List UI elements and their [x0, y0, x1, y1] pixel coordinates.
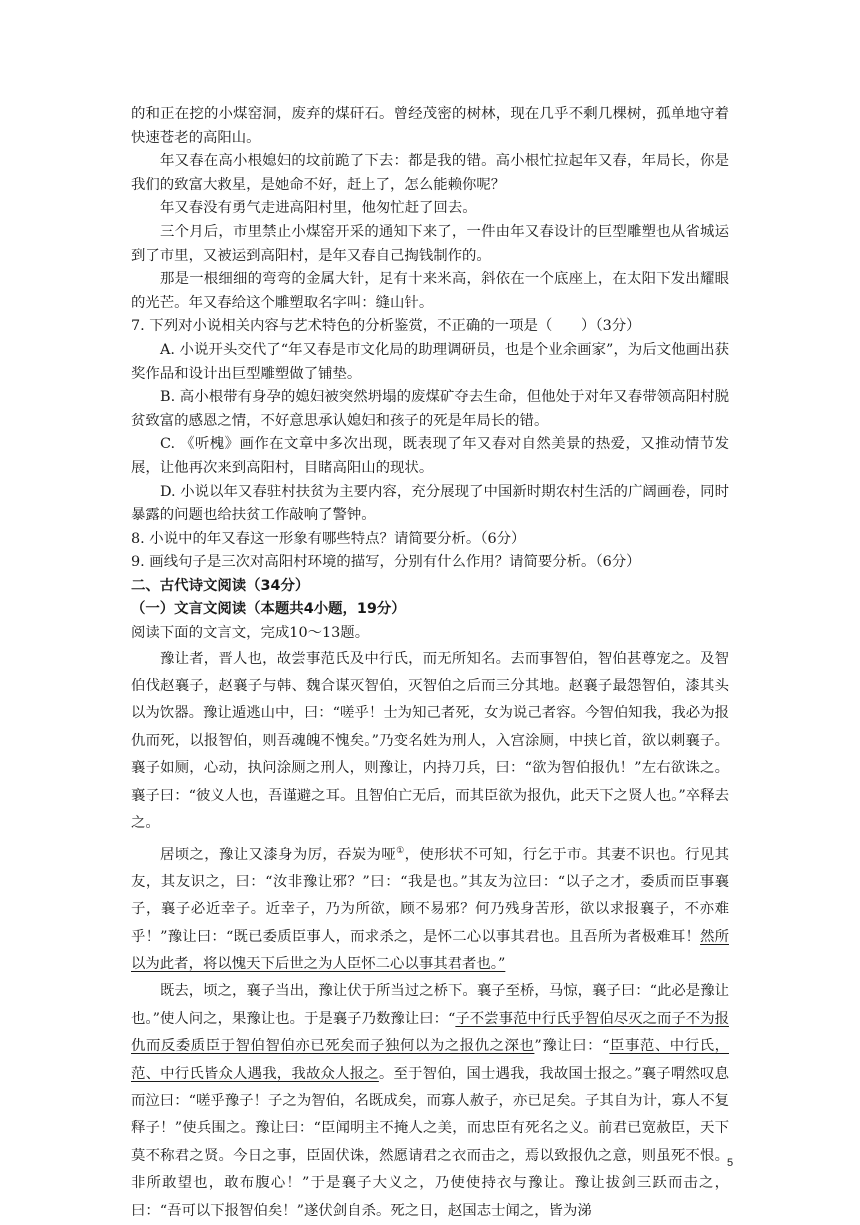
classical-paragraph — [131, 838, 729, 979]
classical-text: 。至于智伯，国士遇我，我故国士报之。”襄子喟然叹息而泣曰：“嗟乎豫子！子之为智伯，名既成矣，而寡人赦子，亦已足矣。子其自为计，寡人不复释子！”使兵围之。豫让曰：“臣闻明主不掩人之美，而忠臣有死名之义。前君已宽赦臣，天下莫不称君之贤。今日之事，臣固伏诛，然愿请君之衣而击之，焉以致报仇之意，则虽死不恨。非所敢望也，敢布腹心！”于是襄子大义之，乃使使持衣与豫让。豫让拔剑三跃而击之，曰：“吾可以下报智伯矣！”遂伏剑自杀。死之日，赵国志士闻之，皆为涕 — [131, 1065, 729, 1219]
classical-text: ”豫让曰：“ — [534, 1038, 610, 1055]
classical-paragraph — [131, 978, 729, 1225]
option-d: D. 小说以年又春驻村扶贫为主要内容，充分展现了中国新时期农村生活的广阔画卷，同时暴露的问题也给扶贫工作敲响了警钟。 — [131, 483, 729, 524]
story-paragraph: 的和正在挖的小煤窑洞，废弃的煤矸石。曾经茂密的树林，现在几乎不剩几棵树，孤单地守着快速苍老的高阳山。 — [131, 106, 729, 146]
option-b: B. 高小根带有身孕的媳妇被突然坍塌的废煤矿夺去生命，但他处于对年又春带领高阳村脱贫致富的感恩之情，不好意思承认媳妇和孩子的死是年局长的错。 — [131, 389, 729, 429]
question-8: 8. 小说中的年又春这一形象有哪些特点？请简要分析。（6分） — [131, 530, 526, 547]
underlined-sentence: 然所以为此者，将以愧天下后世之为人臣怀二心以事其君者也。” — [131, 928, 729, 972]
underlined-sentence: 臣事范、中行氏，范、中行氏皆众人遇我，我故众人报之 — [131, 1038, 729, 1082]
page-content — [131, 103, 729, 1225]
classical-text: 居顷之，豫让又漆身为厉，吞炭为哑 — [160, 846, 397, 863]
story-paragraph: 年又春在高小根媳妇的坟前跪了下去：都是我的错。高小根忙拉起年又春，年局长，你是我们的致富大救星，是她命不好，赶上了，怎么能赖你呢？ — [131, 153, 729, 193]
underlined-sentence: 子不尝事范中行氏乎智伯尽灭之而子不为报仇而反委质臣于智伯智伯亦已死矣而子独何以为之报仇之深也 — [131, 1010, 729, 1055]
question-7: 7. 下列对小说相关内容与艺术特色的分析鉴赏，不正确的一项是（ ）（3分） — [131, 318, 641, 335]
question-9: 9. 画线句子是三次对高阳村环境的描写，分别有什么作用？请简要分析。（6分） — [131, 554, 641, 571]
option-c: C. 《听槐》画作在文章中多次出现，既表现了年又春对自然美景的热爱，又推动情节发展，让他再次来到高阳村，目睹高阳山的现状。 — [131, 436, 729, 476]
subsection-heading: （一）文言文阅读（本题共4小题，19分） — [131, 601, 406, 618]
classical-text: ，使形状不可知，行乞于市。其妻不识也。行见其友，其友识之，曰：“汝非豫让邪？”曰：“我是也。”其友为泣曰：“以子之才，委质而臣事襄子，襄子必近幸子。近幸子，乃为所欲，顾不易邪？何乃残身苦形，欲以求报襄子，不亦难乎！”豫让曰：“既已委质臣事人，而求杀之，是怀二心以事其君也。且吾所为者极难耳！ — [131, 846, 729, 945]
section-heading: 二、古代诗文阅读（34分） — [131, 577, 310, 594]
classical-paragraph: 豫让者，晋人也，故尝事范氏及中行氏，而无所知名。去而事智伯，智伯甚尊宠之。及智伯伐赵襄子，赵襄子与韩、魏合谋灭智伯，灭智伯之后而三分其地。赵襄子最怨智伯，漆其头以为饮器。豫让遁逃山中，曰：“嗟乎！士为知己者死，女为说己者容。今智伯知我，我必为报仇而死，以报智伯，则吾魂魄不愧矣。”乃变名姓为刑人，入宫涂厕，中挟匕首，欲以刺襄子。襄子如厕，心动，执问涂厕之刑人，则豫让，内持刀兵，曰：“欲为智伯报仇！”左右欲诛之。襄子曰：“彼义人也，吾谨避之耳。且智伯亡无后，而其臣欲为报仇，此天下之贤人也。”卒释去之。 — [131, 650, 729, 832]
instructions: 阅读下面的文言文，完成10～13题。 — [131, 625, 370, 642]
story-paragraph: 那是一根细细的弯弯的金属大针，足有十来米高，斜依在一个底座上，在太阳下发出耀眼的光芒。年又春给这个雕塑取名字叫：缝山针。 — [131, 271, 729, 311]
story-paragraph: 年又春没有勇气走进高阳村里，他匆忙赶了回去。 — [160, 200, 477, 217]
classical-text: 既去，顷之，襄子当出，豫让伏于所当过之桥下。襄子至桥，马惊，襄子曰：“此必是豫让也。”使人问之，果豫让也。于是襄子乃数豫让曰：“ — [131, 983, 729, 1027]
story-paragraph: 三个月后，市里禁止小煤窑开采的通知下来了，一件由年又春设计的巨型雕塑也从省城运到了市里，又被运到高阳村，是年又春自己掏钱制作的。 — [131, 223, 729, 264]
footnote-marker: ① — [396, 845, 405, 856]
page-number: 5 — [727, 1157, 734, 1169]
option-a: A. 小说开头交代了“年又春是市文化局的助理调研员，也是个业余画家”，为后文他画出获奖作品和设计出巨型雕塑做了铺垫。 — [131, 341, 729, 382]
